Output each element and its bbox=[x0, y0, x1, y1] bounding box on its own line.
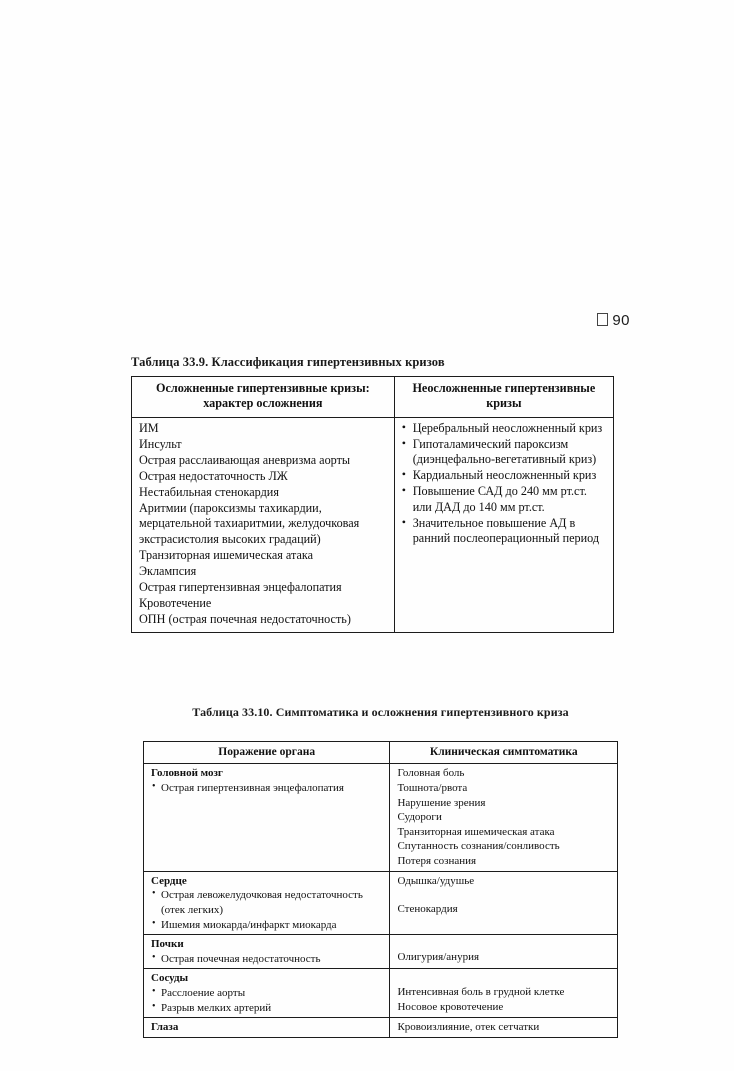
table-header-row bbox=[132, 377, 614, 418]
organ-cell-brain bbox=[144, 764, 390, 871]
symptoms-list bbox=[397, 985, 612, 1014]
list-item: Спутанность сознания/сонливость bbox=[397, 840, 560, 853]
list-item: Эклампсия bbox=[139, 563, 197, 578]
list-item: ОПН (острая почечная недостаточность) bbox=[139, 611, 351, 626]
list-item: • Церебральный неосложненный криз bbox=[402, 421, 607, 436]
list-item: Кровотечение bbox=[139, 595, 212, 610]
list-item: Нестабильная стенокардия bbox=[139, 484, 279, 499]
organ-findings-list bbox=[151, 781, 384, 796]
list-item: • Расслоение аорты bbox=[151, 986, 384, 1001]
list-item: Олигурия/анурия bbox=[397, 951, 480, 964]
list-item: Транзиторная ишемическая атака bbox=[139, 547, 314, 562]
symptoms-cell-brain bbox=[390, 764, 618, 871]
list-item: Острая расслаивающая аневризма аорты bbox=[139, 452, 351, 467]
organ-label: Почки bbox=[151, 938, 184, 951]
table-33-9-cell-left bbox=[132, 417, 395, 632]
symptoms-cell-vessels bbox=[390, 969, 618, 1018]
page-number bbox=[597, 312, 630, 329]
complicated-crisis-list bbox=[139, 421, 388, 627]
table-row bbox=[144, 764, 618, 871]
organ-cell-eyes bbox=[144, 1018, 390, 1038]
symptoms-cell-kidneys bbox=[390, 935, 618, 969]
uncomplicated-crisis-list bbox=[402, 421, 607, 547]
table-33-10-header-right: Клиническая симптоматика bbox=[390, 742, 618, 764]
organ-findings-list bbox=[151, 986, 384, 1015]
table-row bbox=[144, 1018, 618, 1038]
table-row bbox=[144, 969, 618, 1018]
list-item: Одышка/удушье bbox=[397, 874, 475, 887]
list-item: • Ишемия миокарда/инфаркт миокарда bbox=[151, 918, 384, 933]
organ-label: Глаза bbox=[151, 1021, 179, 1034]
table-33-10-header-left: Поражение органа bbox=[144, 742, 390, 764]
list-item: • Значительное повышение АД в ранний послеоперационный период bbox=[402, 516, 607, 547]
organ-cell-kidneys bbox=[144, 935, 390, 969]
table-row bbox=[144, 935, 618, 969]
table-row bbox=[144, 871, 618, 935]
table-33-10-block bbox=[143, 705, 618, 1038]
table-33-9-caption: Таблица 33.9. Классификация гипертензивных кризов bbox=[131, 355, 445, 369]
list-item: Носовое кровотечение bbox=[397, 1001, 504, 1014]
list-item: Потеря сознания bbox=[397, 855, 477, 868]
list-item: Кровоизлияние, отек сетчатки bbox=[397, 1021, 540, 1034]
symptoms-list bbox=[397, 950, 612, 965]
list-item: • Повышение САД до 240 мм рт.ст. или ДАД до 140 мм рт.ст. bbox=[402, 484, 607, 515]
table-33-9-header-right: Неосложненные гипертензивные кризы bbox=[394, 377, 613, 418]
list-item: Интенсивная боль в грудной клетке bbox=[397, 986, 565, 999]
symptoms-cell-heart bbox=[390, 871, 618, 935]
organ-label: Сосуды bbox=[151, 972, 189, 985]
table-33-9-header-left: Осложненные гипертензивные кризы: характер осложнения bbox=[132, 377, 395, 418]
symptoms-cell-eyes bbox=[390, 1018, 618, 1038]
organ-label: Головной мозг bbox=[151, 767, 223, 780]
box-glyph-icon bbox=[597, 313, 608, 326]
table-33-9 bbox=[131, 376, 614, 633]
list-item: • Острая левожелудочковая недостаточность (отек легких) bbox=[151, 888, 384, 917]
list-item: Инсульт bbox=[139, 436, 182, 451]
list-item: ИМ bbox=[139, 420, 159, 435]
page-number-value: 90 bbox=[612, 312, 630, 329]
list-item: • Кардиальный неосложненный криз bbox=[402, 468, 607, 483]
symptoms-list bbox=[397, 766, 612, 868]
table-header-row bbox=[144, 742, 618, 764]
list-item: Нарушение зрения bbox=[397, 796, 486, 809]
organ-findings-list bbox=[151, 952, 384, 967]
list-item: • Разрыв мелких артерий bbox=[151, 1001, 384, 1016]
table-row bbox=[132, 417, 614, 632]
organ-label: Сердце bbox=[151, 874, 187, 887]
list-item: Судороги bbox=[397, 811, 442, 824]
organ-cell-heart bbox=[144, 871, 390, 935]
list-item: Стенокардия bbox=[397, 903, 458, 916]
list-item: • Острая почечная недостаточность bbox=[151, 952, 384, 967]
symptoms-list bbox=[397, 1020, 612, 1035]
table-33-10-caption: Таблица 33.10. Симптоматика и осложнения гипертензивного криза bbox=[192, 705, 569, 719]
list-item: Тошнота/рвота bbox=[397, 781, 468, 794]
symptoms-list bbox=[397, 874, 612, 917]
list-item: • Острая гипертензивная энцефалопатия bbox=[151, 781, 384, 796]
table-33-9-cell-right bbox=[394, 417, 613, 632]
organ-cell-vessels bbox=[144, 969, 390, 1018]
organ-findings-list bbox=[151, 888, 384, 932]
list-item: Острая недостаточность ЛЖ bbox=[139, 468, 288, 483]
list-item: Головная боль bbox=[397, 767, 465, 780]
table-33-10 bbox=[143, 741, 618, 1038]
list-item: Аритмии (пароксизмы тахикардии, мерцательной тахиаритмии, желудочковая экстрасистолия высоких градаций) bbox=[139, 500, 360, 546]
list-item: Транзиторная ишемическая атака bbox=[397, 825, 555, 838]
list-item: Острая гипертензивная энцефалопатия bbox=[139, 579, 342, 594]
table-33-9-block bbox=[131, 355, 614, 633]
list-item: • Гипоталамический пароксизм (диэнцефально-вегетативный криз) bbox=[402, 437, 607, 468]
